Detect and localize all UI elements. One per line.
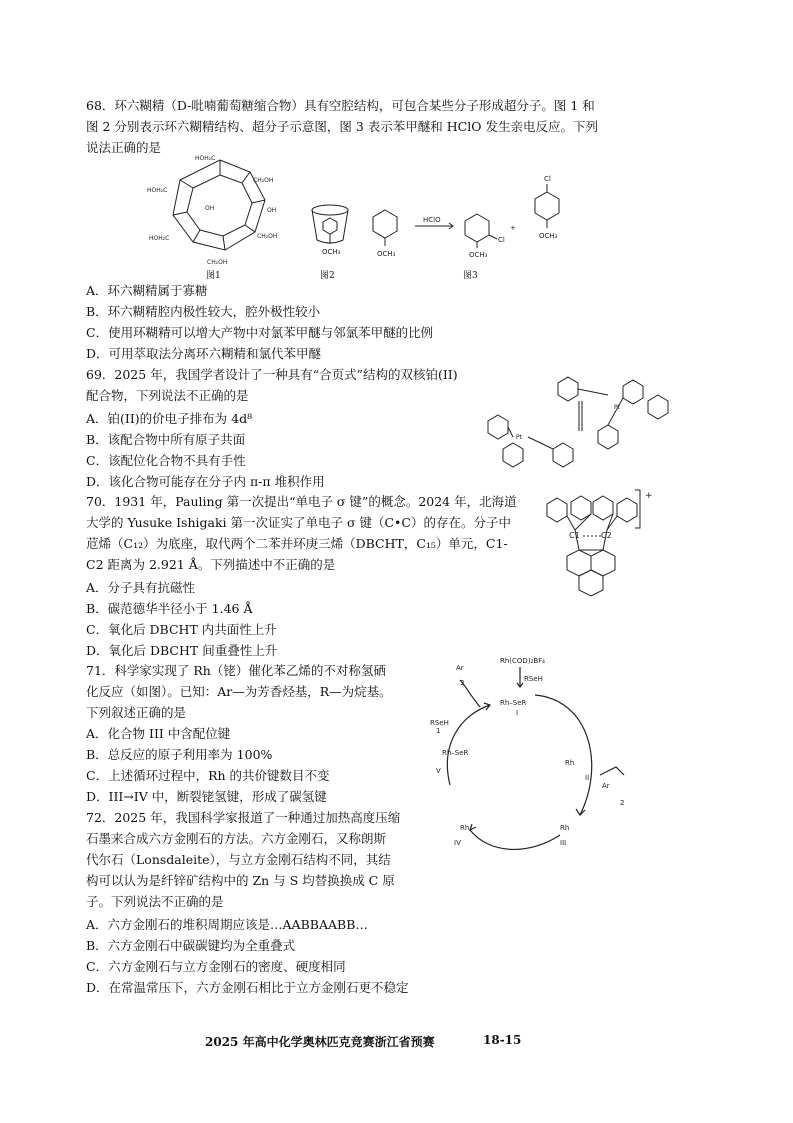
footer-title: 2025 年高中化学奥林匹克竞赛浙江省预赛 — [205, 1035, 435, 1049]
q71-option-c: C．上述循环过程中，Rh 的共价键数目不变 — [86, 768, 330, 783]
svg-text:HOH₂C: HOH₂C — [195, 155, 216, 162]
svg-text:CH₂OH: CH₂OH — [207, 259, 228, 266]
page-number: 18-15 — [483, 1033, 522, 1047]
svg-text:Rh–SeR: Rh–SeR — [500, 699, 527, 707]
svg-text:+: + — [510, 224, 516, 232]
q70-option-c: C．氧化后 DBCHT 内共面性上升 — [86, 622, 277, 637]
q71-option-b: B．总反应的原子利用率为 100% — [86, 747, 273, 762]
cycle-label-v: V — [436, 767, 441, 775]
q70-stem-line-4: C2 距离为 2.921 Å。下列描述中不正确的是 — [86, 557, 336, 572]
supramolecule-diagram — [305, 200, 355, 260]
q71-option-a: A．化合物 III 中含配位键 — [86, 726, 231, 741]
c2-label: C2 — [601, 531, 612, 540]
reaction-reagent: HClO — [423, 216, 441, 224]
q70-stem-line-1: 70．1931 年，Pauling 第一次提出“单电子 σ 键”的概念。2024 年，北海道 — [86, 494, 517, 509]
svg-text:Rh: Rh — [460, 824, 470, 832]
q68-option-c: C．使用环糊精可以增大产物中对氯苯甲醚与邻氯苯甲醚的比例 — [86, 325, 434, 340]
q68-option-d: D．可用萃取法分离环六糊精和氯代苯甲醚 — [86, 346, 322, 361]
cycle-reagent-left: RSeH — [430, 719, 449, 727]
svg-text:Pt: Pt — [516, 434, 522, 441]
cycle-label-2: 2 — [620, 799, 625, 807]
q69-stem-line-1: 69．2025 年，我国学者设计了一种具有“合页式”结构的双核铂(II) — [86, 367, 458, 382]
svg-text:Cl: Cl — [498, 236, 505, 244]
dbcht-acenaphthene-structure — [545, 488, 660, 608]
figure-2-caption: 图2 — [320, 271, 335, 281]
svg-text:Ar: Ar — [602, 782, 610, 790]
cycle-label-ii: II — [585, 774, 590, 782]
q72-option-a: A．六方金刚石的堆积周期应该是…AABBAABB… — [86, 917, 368, 932]
q71-option-d: D．III→IV 中，断裂铑氢键，形成了碳氢键 — [86, 789, 327, 804]
svg-text:Cl: Cl — [544, 175, 551, 183]
q68-option-b: B．环六糊精腔内极性较大，腔外极性较小 — [86, 304, 321, 319]
anisole-chlorination-scheme — [365, 160, 585, 260]
q72-stem-line-5: 子。下列说法不正确的是 — [86, 894, 224, 909]
svg-text:OCH₃: OCH₃ — [469, 251, 488, 259]
cation-charge: + — [645, 491, 653, 501]
svg-text:Rh: Rh — [565, 759, 575, 767]
svg-text:OH: OH — [205, 205, 215, 212]
q69-stem-line-2: 配合物，下列说法不正确的是 — [86, 388, 249, 403]
q70-option-a: A．分子具有抗磁性 — [86, 580, 196, 595]
svg-text:HOH₂C: HOH₂C — [149, 235, 170, 242]
c1-label: C1 — [569, 531, 580, 540]
cycle-label-i: I — [516, 709, 519, 717]
svg-text:OH: OH — [267, 207, 277, 214]
cycle-label-iv: IV — [454, 839, 461, 847]
q69-option-c: C．该配位化合物不具有手性 — [86, 453, 246, 468]
q69-option-d: D．该化合物可能存在分子内 π-π 堆积作用 — [86, 474, 325, 489]
svg-text:CH₂OH: CH₂OH — [257, 233, 278, 240]
svg-text:Ar: Ar — [456, 664, 464, 672]
cycle-reagent-top: RSeH — [524, 675, 543, 683]
cycle-label-iii: III — [560, 839, 567, 847]
cycle-label-1: 1 — [436, 727, 441, 735]
q72-stem-line-4: 构可以认为是纤锌矿结构中的 Zn 与 S 均替换换成 C 原 — [86, 873, 395, 888]
rhodium-catalytic-cycle — [420, 655, 630, 865]
svg-text:Rh–SeR: Rh–SeR — [442, 749, 469, 757]
cyclodextrin-structure — [145, 150, 295, 268]
q71-stem-line-3: 下列叙述正确的是 — [86, 705, 187, 720]
svg-text:OCH₃: OCH₃ — [377, 250, 396, 258]
svg-text:OCH₃: OCH₃ — [539, 232, 558, 240]
q72-stem-line-3: 代尔石（Lonsdaleite），与立方金刚石结构不同，其结 — [86, 852, 391, 867]
platinum-complex-structure — [478, 365, 678, 475]
q72-option-b: B．六方金刚石中碳碳键均为全重叠式 — [86, 938, 296, 953]
q70-option-b: B．碳范德华半径小于 1.46 Å — [86, 601, 253, 616]
q70-option-d: D．氧化后 DBCHT 间重叠性上升 — [86, 643, 278, 658]
svg-text:OCH₃: OCH₃ — [322, 248, 341, 256]
q68-stem-line-3: 说法正确的是 — [86, 140, 162, 155]
q70-stem-line-3: 苊烯（C₁₂）为底座，取代两个二苯并环庚三烯（DBCHT，C₁₅）单元，C1- — [86, 536, 508, 551]
q71-stem-line-2: 化反应（如图）。已知：Ar—为芳香烃基，R—为烷基。 — [86, 684, 392, 699]
svg-text:CH₂OH: CH₂OH — [253, 177, 274, 184]
q68-option-a: A．环六糊精属于寡糖 — [86, 283, 208, 298]
q68-stem-line-2: 图 2 分别表示环六糊精结构、超分子示意图，图 3 表示苯甲醚和 HClO 发生亲电反应。下列 — [86, 119, 598, 134]
figure-1-caption: 图1 — [206, 271, 221, 281]
q69-option-a: A．铂(II)的价电子排布为 4d⁸ — [86, 411, 253, 426]
q68-stem-line-1: 68．环六糊精（D-吡喃葡萄糖缩合物）具有空腔结构，可包合某些分子形成超分子。图 1 和 — [86, 98, 595, 113]
figure-3-caption: 图3 — [463, 271, 478, 281]
q72-option-c: C．六方金刚石与立方金刚石的密度、硬度相同 — [86, 959, 346, 974]
cycle-catalyst: Rh(COD)₂BF₄ — [500, 657, 545, 665]
svg-text:HOH₂C: HOH₂C — [147, 187, 168, 194]
svg-text:Rh: Rh — [560, 824, 570, 832]
q72-stem-line-1: 72．2025 年，我国科学家报道了一种通过加热高度压缩 — [86, 810, 401, 825]
q72-option-d: D．在常温常压下，六方金刚石相比于立方金刚石更不稳定 — [86, 980, 409, 995]
q69-option-b: B．该配合物中所有原子共面 — [86, 432, 246, 447]
q70-stem-line-2: 大学的 Yusuke Ishigaki 第一次证实了单电子 σ 键（C•C）的存在。分子中 — [86, 515, 511, 530]
cycle-label-3: 3 — [460, 679, 465, 687]
svg-text:Pt: Pt — [614, 404, 620, 411]
q72-stem-line-2: 石墨来合成六方金刚石的方法。六方金刚石，又称朗斯 — [86, 831, 387, 846]
q71-stem-line-1: 71．科学家实现了 Rh（铑）催化苯乙烯的不对称氢硒 — [86, 663, 386, 678]
